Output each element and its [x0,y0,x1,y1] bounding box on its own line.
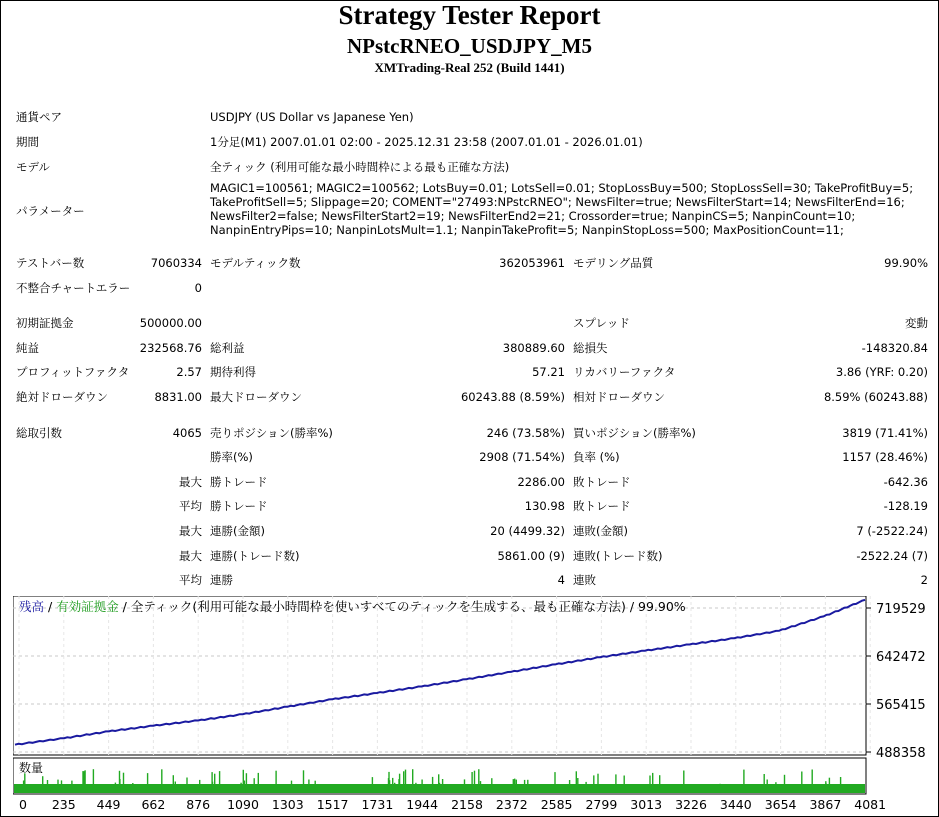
volume-bar [435,786,436,793]
cons-win-money-value: 20 (4499.32) [490,524,565,538]
volume-bar [23,781,24,794]
volume-bar [545,785,546,793]
volume-bar [214,774,215,793]
bars-label: テストバー数 [16,256,85,270]
avg-win-label: 勝トレード [210,499,268,513]
volume-bar [784,775,785,793]
cons-loss-money-label: 連敗(金額) [573,524,628,538]
max-loss-value: -642.36 [883,475,928,489]
volume-bar [87,786,88,793]
volume-bar [683,771,684,794]
bars-value: 7060334 [150,256,202,270]
volume-bar [123,773,124,793]
volume-bar [829,778,830,793]
period-value: 1分足(M1) 2007.01.01 02:00 - 2025.12.31 23:58 (2007.01.01 - 2026.01.01) [210,135,643,149]
volume-bar [303,770,304,793]
x-tick-label: 3440 [719,797,752,812]
errors-value: 0 [194,281,202,295]
volume-bar [412,769,413,793]
errors-label: 不整合チャートエラー [16,281,131,295]
volume-bar [132,783,133,793]
volume-bar [471,772,472,793]
volume-bar [415,783,416,793]
volume-bar [147,773,148,793]
volume-bar [524,780,525,793]
deposit-value: 500000.00 [139,316,202,330]
volume-bar [554,772,555,793]
x-tick-label: 3226 [675,797,707,812]
volume-bar [730,784,731,793]
report-title: Strategy Tester Report [338,0,601,30]
pair-value: USDJPY (US Dollar vs Japanese Yen) [210,110,414,124]
volume-bar [573,786,574,793]
avg-loss-label: 敗トレード [573,499,631,513]
avg-prefix: 平均 [179,499,202,513]
cons-loss-money-value: 7 (-2522.24) [856,524,928,538]
abs-dd-value: 8831.00 [154,390,202,404]
cons-win-count-value: 5861.00 (9) [497,549,565,563]
params-label: パラメーター [16,204,85,218]
volume-bar [478,769,479,793]
cons-loss-count-label: 連敗(トレード数) [573,549,663,563]
deposit-label: 初期証拠金 [16,316,74,330]
volume-bar [156,787,157,793]
volume-bar [574,784,575,793]
quality-value: 99.90% [884,256,928,270]
volume-bar [516,780,517,793]
x-tick-label: 3654 [764,797,797,812]
volume-bar [646,785,647,793]
quality-label: モデリング品質 [573,256,654,270]
params-value: MAGIC1=100561; MAGIC2=100562; LotsBuy=0.01; LotsSell=0.01; StopLossBuy=500; StopLossSell=30; TakeProfitBuy=5; TakeProfitSell=5; Slippage=20; COMENT="27493:NPstcRNEO"; NewsFilter=true; NewsFilterStart=14; NewsFilterEnd=16; NewsFilter2=false; NewsFilterStart2=19; NewsFilterEnd2=21; Crossorder=true; NanpinCS=5; NanpinCount=10; NanpinEntryPips=10; NanpinLotsMult=1.1; NanpinTakeProfit=5; NanpinStopLoss=500; MaxPositionCount=11; [210,181,914,237]
avg-win-value: 130.98 [524,499,565,513]
volume-bar [399,774,400,793]
gross-loss-value: -148320.84 [861,341,928,355]
volume-bar [394,783,395,793]
model-label: モデル [16,160,50,174]
volume-bar [585,782,586,793]
ticks-value: 362053961 [499,256,565,270]
chart-legend [19,599,686,614]
loss-rate-label: 負率 (%) [573,450,620,464]
volume-bar [93,769,94,793]
volume-bar [82,771,83,793]
report-subtitle: NPstcRNEO_USDJPY_M5 [347,34,592,58]
volume-bar [291,781,292,793]
volume-bar [438,774,439,793]
net-value: 232568.76 [139,341,202,355]
volume-bar [743,770,744,793]
volume-bar [652,773,653,793]
volume-bar [219,771,220,793]
short-label: 売りポジション(勝率%) [210,426,333,440]
volume-bar [47,780,48,793]
volume-bar [659,775,660,793]
win-rate-value: 2908 (71.54%) [479,450,565,464]
total-trades-label: 総取引数 [16,426,62,440]
loss-rate-value: 1157 (28.46%) [842,450,928,464]
abs-dd-label: 絶対ドローダウン [16,390,108,404]
x-tick-label: 1731 [361,797,394,812]
volume-bar [173,775,174,793]
win-rate-label: 勝率(%) [210,450,253,464]
avg-cons-win-value: 4 [557,573,565,587]
cons-loss-count-value: -2522.24 (7) [856,549,928,563]
legend-part-0: 残高 [19,599,45,614]
volume-bar [275,771,276,793]
gross-profit-label: 総利益 [210,341,245,355]
volume-bar [61,780,62,793]
gross-loss-label: 総損失 [573,341,608,355]
volume-bar [244,781,245,794]
x-tick-label: 1090 [227,797,259,812]
legend-part-3: / 全ティック(利用可能な最小時間枠を使いすべてのティックを生成する、最も正確な方法) / 99.90% [118,599,686,614]
volume-bar [160,786,161,793]
volume-bar [42,776,43,793]
volume-bar [513,779,514,793]
volume-bar [812,770,813,794]
volume-bar [390,786,391,793]
volume-bar [403,771,404,793]
volume-bar [491,778,492,793]
long-value: 3819 (71.41%) [842,426,928,440]
volume-bar [392,778,393,793]
volume-bar [115,783,116,793]
max-prefix-3: 最大 [179,549,202,563]
volume-bar [474,771,475,793]
model-value: 全ティック (利用可能な最小時間枠による最も正確な方法) [210,160,510,174]
volume-bar [24,773,25,793]
volume-bar [186,778,187,794]
y-tick-label: 565415 [876,698,926,713]
x-tick-label: 1517 [316,797,349,812]
volume-bar [372,777,373,793]
y-tick-label: 719529 [876,602,926,617]
volume-bar [84,770,85,793]
max-win-label: 勝トレード [210,475,268,489]
x-tick-label: 3867 [809,797,842,812]
max-prefix: 最大 [179,475,202,489]
spread-value: 変動 [905,316,928,330]
volume-bar [212,782,213,793]
volume-bar [576,771,577,793]
y-tick-label: 488358 [876,746,926,761]
volume-bar [315,781,316,793]
volume-bar [119,771,120,793]
pf-value: 2.57 [176,365,202,379]
x-tick-label: 1944 [406,797,439,812]
volume-bar [775,782,776,793]
recovery-value: 3.86 (YRF: 0.20) [835,365,928,379]
volume-bar [258,773,259,793]
avg-loss-value: -128.19 [883,499,928,513]
long-label: 買いポジション(勝率%) [573,426,696,440]
volume-bar [840,777,841,793]
volume-bar [767,780,768,794]
volume-bar [161,769,162,793]
rel-dd-label: 相対ドローダウン [573,390,665,404]
volume-bar [480,781,481,793]
net-label: 純益 [16,341,39,355]
volume-bar [615,774,616,793]
volume-bar [801,772,802,794]
total-trades-value: 4065 [172,426,202,440]
x-tick-label: 2799 [585,797,618,812]
volume-bar [719,784,720,793]
volume-bar [254,778,255,793]
recovery-label: リカバリーファクタ [573,365,676,379]
expected-value: 57.21 [532,365,565,379]
volume-bar [597,774,598,793]
spread-label: スプレッド [573,316,630,330]
max-loss-label: 敗トレード [573,475,631,489]
cons-win-count-label: 連勝(トレード数) [210,549,300,563]
y-tick-label: 642472 [876,650,926,665]
legend-part-2: 有効証拠金 [56,599,119,614]
volume-bar [283,787,284,793]
volume-bar [514,779,515,793]
cons-win-money-label: 連勝(金額) [210,524,265,538]
max-win-value: 2286.00 [517,475,565,489]
x-tick-label: 876 [186,797,211,812]
avg-cons-loss-label: 連敗 [573,573,596,587]
volume-bar [764,774,765,793]
volume-bar [569,780,570,793]
avg-cons-loss-value: 2 [920,573,928,587]
volume-bar [464,779,465,793]
short-value: 246 (73.58%) [486,426,565,440]
pair-label: 通貨ペア [16,110,62,124]
volume-bar [240,783,241,793]
expected-label: 期待利得 [210,365,256,379]
period-label: 期間 [16,135,39,149]
volume-bar [577,778,578,793]
volume-bar [358,785,359,793]
volume-bar [432,777,433,793]
x-tick-label: 4081 [854,797,887,812]
volume-bar [308,780,309,794]
x-tick-label: 1303 [271,797,304,812]
x-tick-label: 449 [96,797,121,812]
max-prefix-2: 最大 [179,524,202,538]
volume-bar [199,780,200,793]
volume-bar [624,776,625,794]
x-tick-label: 662 [141,797,166,812]
x-tick-label: 3013 [630,797,663,812]
volume-bar [421,780,422,794]
volume-bar [442,779,443,793]
balance-chart [13,596,931,812]
x-tick-label: 2372 [495,797,528,812]
volume-bar [686,785,687,794]
avg-prefix-2: 平均 [179,573,202,587]
volume-bar [825,781,826,793]
volume-bar [166,786,167,793]
x-tick-label: 2158 [451,797,483,812]
gross-profit-value: 380889.60 [502,341,565,355]
rel-dd-value: 8.59% (60243.88) [823,390,928,404]
volume-bar [593,775,594,793]
ticks-label: モデルティック数 [210,256,301,270]
volume-bar [38,784,39,793]
volume-bar [57,780,58,793]
main-plot-area [13,596,866,755]
volume-bar [246,773,247,793]
volume-bar [71,781,72,793]
volume-bar [590,784,591,793]
volume-bar [649,776,650,794]
x-tick-label: 2585 [540,797,573,812]
avg-cons-win-label: 連勝 [210,573,233,587]
volume-bar [486,787,487,793]
max-dd-value: 60243.88 (8.59%) [460,390,565,404]
volume-bar [527,780,528,793]
volume-label: 数量 [19,761,44,775]
pf-label: プロフィットファクタ [16,365,130,379]
volume-bar [175,782,176,794]
x-tick-label: 235 [51,797,76,812]
legend-part-1: / [44,599,57,614]
max-dd-label: 最大ドローダウン [210,390,302,404]
server-build: XMTrading-Real 252 (Build 1441) [374,60,565,75]
x-tick-label: 0 [19,797,27,812]
volume-bar [405,770,406,793]
